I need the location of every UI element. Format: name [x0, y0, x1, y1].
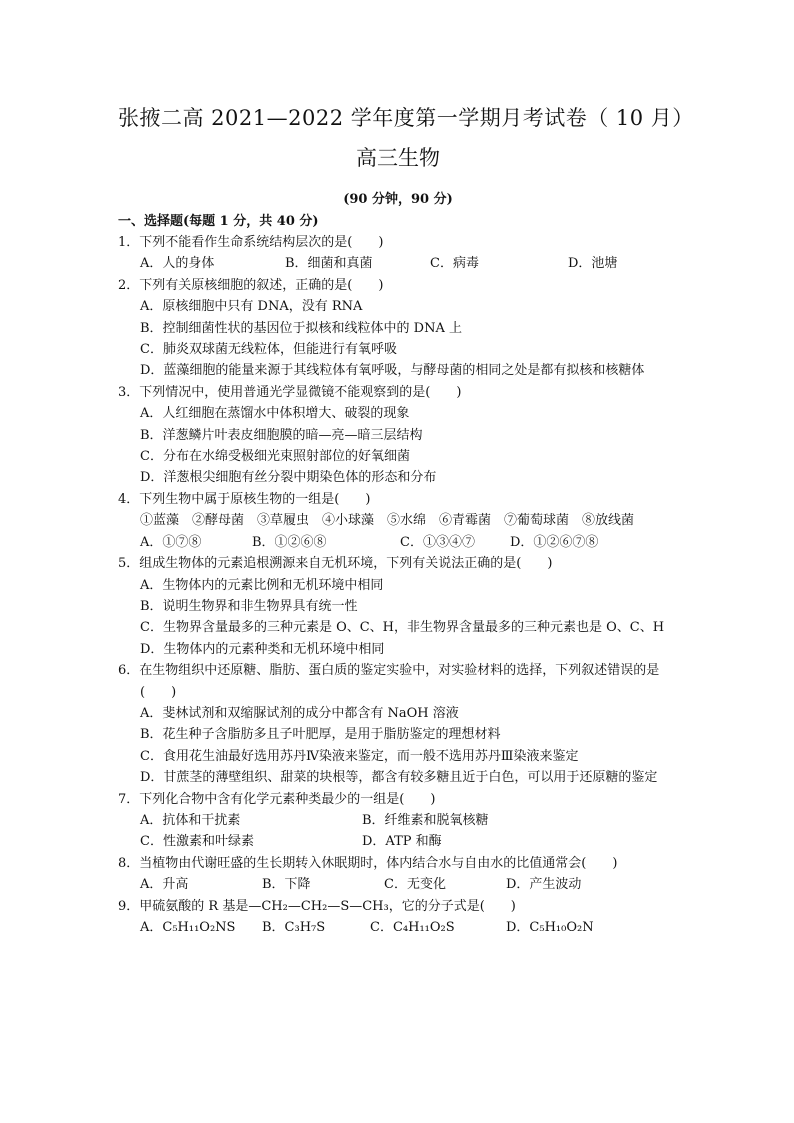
option-d: D．C₅H₁₀O₂N: [506, 920, 594, 935]
option-c: C．病毒: [430, 256, 479, 272]
option-d: D．池塘: [568, 256, 618, 272]
option-d: D．生物体内的元素种类和无机环境中相同: [140, 641, 385, 657]
question-9: 9．甲硫氨酸的 R 基是—CH₂—CH₂—S—CH₃，它的分子式是( ): [118, 898, 516, 914]
answer-paren: ( ): [140, 684, 177, 700]
option-c: C．性激素和叶绿素: [140, 834, 254, 850]
question-4: 4．下列生物中属于原核生物的一组是( ): [118, 491, 371, 507]
question-1: 1．下列不能看作生命系统结构层次的是( ): [118, 235, 384, 250]
question-8: 8．当植物由代谢旺盛的生长期转入休眠期时，体内结合水与自由水的比值通常会( ): [118, 855, 618, 871]
exam-title: 张掖二高 2021—2022 学年度第一学期月考试卷（ 10 月）: [118, 106, 694, 130]
option-a: A．生物体内的元素比例和无机环境中相同: [140, 577, 384, 593]
exam-page: [118, 100, 694, 938]
option-a: A．抗体和干扰素: [140, 812, 241, 828]
option-b: B．控制细菌性状的基因位于拟核和线粒体中的 DNA 上: [140, 320, 463, 336]
question-6: 6．在生物组织中还原糖、脂肪、蛋白质的鉴定实验中，对实验材料的选择，下列叙述错误的是: [118, 663, 660, 679]
question-9-options: [118, 917, 678, 938]
option-c: C．无变化: [384, 877, 446, 893]
question-5: 5．组成生物体的元素追根溯源来自无机环境，下列有关说法正确的是( ): [118, 556, 553, 572]
option-c: C．①③④⑦: [400, 534, 475, 550]
option-a: A．原核细胞中只有 DNA，没有 RNA: [140, 299, 363, 315]
option-c: C．肺炎双球菌无线粒体，但能进行有氧呼吸: [140, 342, 397, 358]
option-b: B．下降: [262, 877, 311, 893]
option-d: D．甘蔗茎的薄壁组织、甜菜的块根等，都含有较多糖且近于白色，可以用于还原糖的鉴定: [140, 770, 658, 786]
option-a: A．升高: [140, 877, 189, 893]
question-7-options-row1: [118, 810, 678, 831]
question-7: 7．下列化合物中含有化学元素种类最少的一组是( ): [118, 791, 436, 807]
exam-meta: (90 分钟，90 分): [343, 192, 453, 207]
option-d: D．产生波动: [506, 877, 582, 893]
option-b: B．细菌和真菌: [285, 256, 373, 272]
question-4-options: [118, 532, 678, 553]
option-c: C．生物界含量最多的三种元素是 O、C、H，非生物界含量最多的三种元素也是 O、C、H: [140, 620, 665, 636]
option-b: B．①②⑥⑧: [252, 534, 327, 550]
option-d: D．洋葱根尖细胞有丝分裂中期染色体的形态和分布: [140, 470, 437, 486]
option-a: A．人的身体: [140, 256, 215, 272]
option-a: A．人红细胞在蒸馏水中体积增大、破裂的现象: [140, 406, 410, 422]
option-d: D．①②⑥⑦⑧: [510, 534, 599, 550]
question-2: 2．下列有关原核细胞的叙述，正确的是( ): [118, 277, 384, 293]
question-1-options: [118, 253, 678, 274]
option-b: B．C₃H₇S: [262, 920, 326, 935]
question-8-options: [118, 874, 678, 895]
question-4-items: ①蓝藻 ②酵母菌 ③草履虫 ④小球藻 ⑤水绵 ⑥青霉菌 ⑦葡萄球菌 ⑧放线菌: [140, 513, 635, 529]
option-c: C．C₄H₁₁O₂S: [370, 920, 455, 935]
option-d: D．蓝藻细胞的能量来源于其线粒体有氧呼吸，与酵母菌的相同之处是都有拟核和核糖体: [140, 363, 645, 379]
question-7-options-row2: [118, 831, 678, 852]
option-a: A．C₅H₁₁O₂NS: [140, 920, 236, 935]
option-b: B．说明生物界和非生物界具有统一性: [140, 598, 358, 614]
option-b: B．洋葱鳞片叶表皮细胞膜的暗—亮—暗三层结构: [140, 427, 423, 443]
exam-subtitle: 高三生物: [356, 146, 440, 170]
option-b: B．花生种子含脂肪多且子叶肥厚，是用于脂肪鉴定的理想材料: [140, 727, 501, 743]
option-d: D．ATP 和酶: [362, 834, 442, 850]
option-c: C．食用花生油最好选用苏丹Ⅳ染液来鉴定，而一般不选用苏丹Ⅲ染液来鉴定: [140, 748, 579, 764]
option-a: A．斐林试剂和双缩脲试剂的成分中都含有 NaOH 溶液: [140, 705, 459, 721]
option-c: C．分布在水绵受极细光束照射部位的好氧细菌: [140, 449, 410, 465]
section-heading: 一、选择题(每题 1 分，共 40 分): [118, 214, 319, 229]
question-3: 3．下列情况中，使用普通光学显微镜不能观察到的是( ): [118, 384, 462, 400]
option-a: A．①⑦⑧: [140, 534, 202, 550]
option-b: B．纤维素和脱氧核糖: [362, 812, 489, 828]
